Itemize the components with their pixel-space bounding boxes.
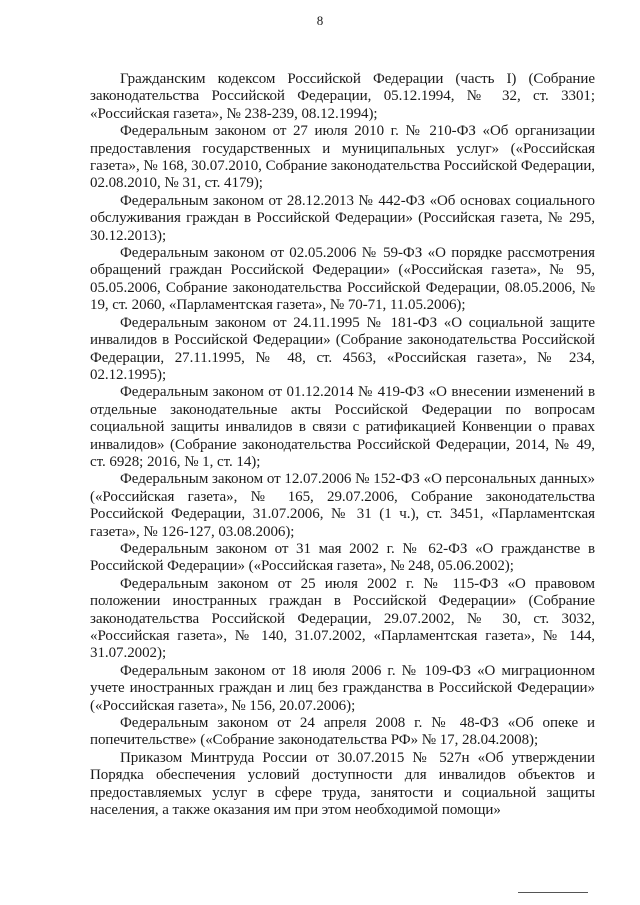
paragraph-civil-code: Гражданским кодексом Российской Федерации (часть I) (Собрание законодательства Российской Федерации, 05.12.1994, № 32, ст. 3301; «Российская газета», № 238-239, 08.12.1994);	[90, 71, 595, 122]
paragraph-law-109-fz: Федеральным законом от 18 июля 2006 г. № 109-ФЗ «О миграционном учете иностранных граждан и лиц без гражданства в Российской Федерации» («Российская газета», № 156, 20.07.2006);	[90, 662, 595, 714]
paragraph-law-442-fz: Федеральным законом от 28.12.2013 № 442-ФЗ «Об основах социального обслуживания граждан в Российской Федерации» (Российская газета, № 295, 30.12.2013);	[90, 192, 595, 244]
paragraph-law-152-fz: Федеральным законом от 12.07.2006 № 152-ФЗ «О персональных данных» («Российская газета», № 165, 29.07.2006, Собрание законодательства Российской Федерации, 31.07.2006, № 31 (1 ч.), ст. 3451, «Парламентская газета», № 126-127, 03.08.2006);	[90, 471, 595, 540]
paragraph-law-59-fz: Федеральным законом от 02.05.2006 № 59-ФЗ «О порядке рассмотрения обращений граждан Российской Федерации» («Российская газета», № 95, 05.05.2006, Собрание законодательства Российской Федерации, 08.05.2006, № 19, ст. 2060, «Парламентская газета», № 70-71, 11.05.2006);	[90, 245, 595, 314]
paragraph-law-62-fz: Федеральным законом от 31 мая 2002 г. № 62-ФЗ «О гражданстве в Российской Федерации» («Российская газета», № 248, 05.06.2002);	[90, 540, 595, 575]
paragraph-law-210-fz: Федеральным законом от 27 июля 2010 г. № 210-ФЗ «Об организации предоставления государственных и муниципальных услуг» («Российская газета», № 168, 30.07.2010, Собрание законодательства Российской Федерации, 02.08.2010, № 31, ст. 4179);	[90, 123, 595, 192]
paragraph-law-181-fz: Федеральным законом от 24.11.1995 № 181-ФЗ «О социальной защите инвалидов в Российской Федерации» (Собрание законодательства Российской Федерации, 27.11.1995, № 48, ст. 4563, «Российская газета», № 234, 02.12.1995);	[90, 314, 595, 383]
paragraph-law-115-fz: Федеральным законом от 25 июля 2002 г. № 115-ФЗ «О правовом положении иностранных граждан в Российской Федерации» (Собрание законодательства Российской Федерации, 29.07.2002, № 30, ст. 3032, «Российская газета», № 140, 31.07.2002, «Парламентская газета», № 144, 31.07.2002);	[90, 575, 595, 662]
body-text	[90, 71, 595, 819]
paragraph-order-527n: Приказом Минтруда России от 30.07.2015 № 527н «Об утверждении Порядка обеспечения условий доступности для инвалидов объектов и предоставляемых услуг в сфере труда, занятости и социальной защиты населения, а также оказания им при этом необходимой помощи»	[90, 749, 595, 819]
footer-rule	[518, 892, 588, 893]
paragraph-law-48-fz: Федеральным законом от 24 апреля 2008 г. № 48-ФЗ «Об опеке и попечительстве» («Собрание законодательства РФ» № 17, 28.04.2008);	[90, 715, 595, 749]
page-number: 8	[316, 13, 324, 28]
paragraph-law-419-fz: Федеральным законом от 01.12.2014 № 419-ФЗ «О внесении изменений в отдельные законодательные акты Российской Федерации по вопросам социальной защиты инвалидов в связи с ратификацией Конвенции о правах инвалидов» (Собрание законодательства Российской Федерации, 2014, № 49, ст. 6928; 2016, № 1, ст. 14);	[90, 384, 595, 470]
